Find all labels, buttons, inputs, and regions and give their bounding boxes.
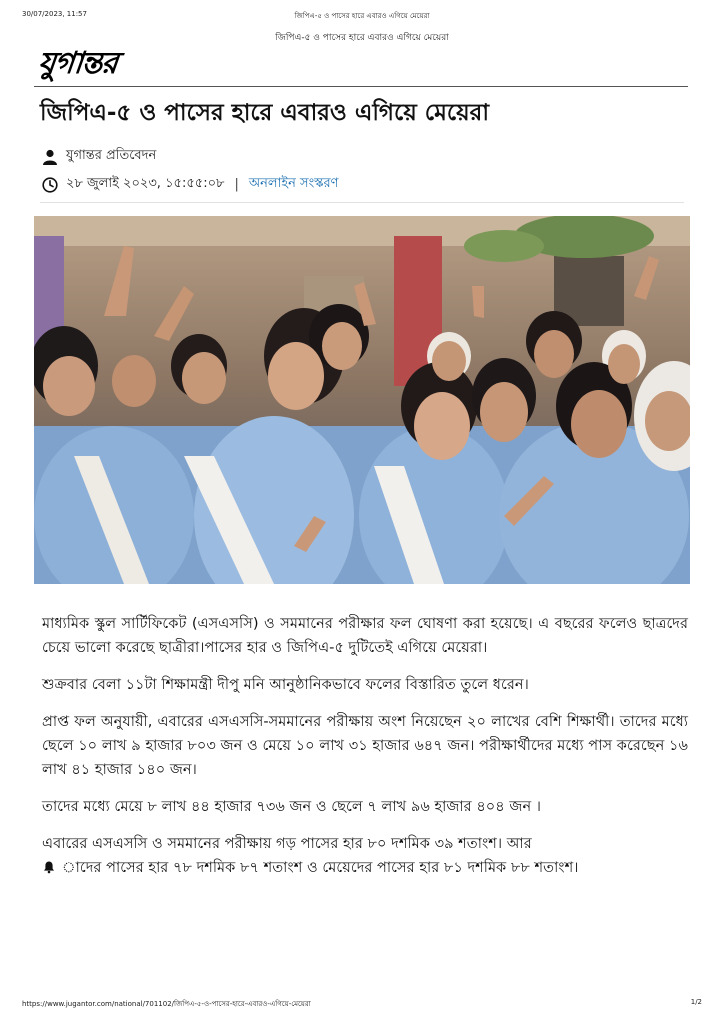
print-date: 30/07/2023, 11:57 (22, 10, 87, 18)
print-page-title: জিপিএ-৫ ও পাসের হারে এবারও এগিয়ে মেয়েরা (294, 12, 430, 20)
meta-separator: | (234, 177, 239, 192)
article-body (42, 612, 688, 893)
article-author (42, 146, 156, 167)
students-celebrating-photo (34, 216, 690, 584)
meta-divider (40, 202, 684, 203)
paragraph: প্রাপ্ত ফল অনুযায়ী, এবারের এসএসসি-সমমানের পরীক্ষায় অংশ নিয়েছেন ২০ লাখের বেশি শিক্ষার্থী। তাদের মধ্যে ছেলে ১০ লাখ ৯ হাজার ৮০৩ জন ও মেয়ে ১০ লাখ ৩১ হাজার ৬৪৭ জন। পরীক্ষার্থীদের মধ্যে পাস করেছেন ১৬ লাখ ৪১ হাজার ১৪০ জন। (42, 713, 688, 778)
article-timestamp (42, 174, 339, 195)
article-headline: জিপিএ-৫ ও পাসের হারে এবারও এগিয়ে মেয়েরা (40, 100, 490, 126)
logo-text: যুগান্তর (36, 45, 119, 81)
page-number: 1/2 (690, 998, 702, 1006)
print-header (22, 10, 702, 24)
author-name: যুগান্তর প্রতিবেদন (66, 148, 157, 163)
clock-icon (42, 177, 58, 193)
newspaper-logo[interactable] (38, 44, 117, 84)
page-subtitle: জিপিএ-৫ ও পাসের হারে এবারও এগিয়ে মেয়েরা (275, 33, 449, 43)
paragraph: শুক্রবার বেলা ১১টা শিক্ষামন্ত্রী দীপু মনি আনুষ্ঠানিকভাবে ফলের বিস্তারিত তুলে ধরেন। (42, 676, 529, 693)
print-url: https://www.jugantor.com/national/701102/জিপিএ-৫-ও-পাসের-হারে-এবারও-এগিয়ে-মেয়েরা (22, 1000, 311, 1008)
edition-link[interactable]: অনলাইন সংস্করণ (248, 176, 339, 191)
bell-icon[interactable] (42, 860, 56, 874)
paragraph: মাধ্যমিক স্কুল সার্টিফিকেট (এসএসসি) ও সমমানের পরীক্ষার ফল ঘোষণা করা হয়েছে। এ বছরের ফলেও ছাত্রদের চেয়ে ভালো করেছে ছাত্রীরা।পাসের হার ও জিপিএ-৫ দুটিতেই এগিয়ে মেয়েরা। (42, 615, 688, 656)
publish-time: ২৮ জুলাই ২০২৩, ১৫:৫৫:০৮ (66, 176, 225, 191)
paragraph-text: এবারের এসএসসি ও সমমানের পরীক্ষায় গড় পাসের হার ৮০ দশমিক ৩৯ শতাংশ। আর (42, 835, 532, 852)
header-divider (34, 86, 688, 87)
paragraph (42, 832, 688, 880)
print-footer (22, 998, 702, 1010)
user-icon (42, 149, 58, 165)
paragraph: তাদের মধ্যে মেয়ে ৮ লাখ ৪৪ হাজার ৭৩৬ জন ও ছেলে ৭ লাখ ৯৬ হাজার ৪০৪ জন । (42, 798, 542, 815)
paragraph-text: াদের পাসের হার ৭৮ দশমিক ৮৭ শতাংশ ও মেয়েদের পাসের হার ৮১ দশমিক ৮৮ শতাংশ। (62, 859, 579, 876)
